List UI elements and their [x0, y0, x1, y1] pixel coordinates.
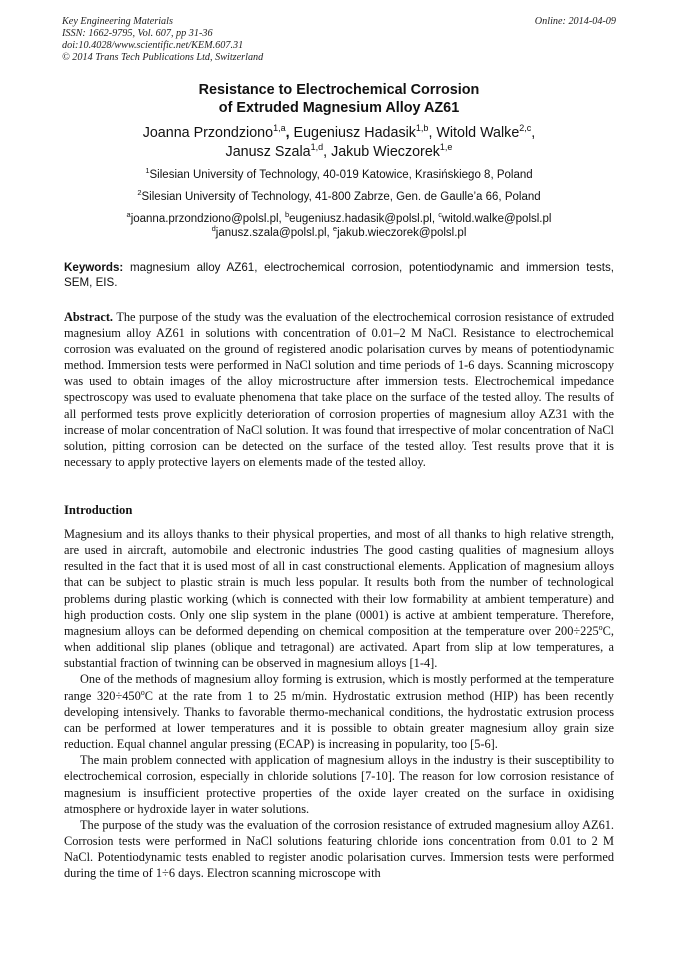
author-name: Janusz Szala: [225, 144, 311, 160]
affiliation-1: [0, 168, 678, 182]
author-sup: 1,d: [310, 142, 324, 152]
email-sup: b: [284, 210, 290, 219]
email-link[interactable]: eugeniusz.hadasik@polsl.pl,: [289, 213, 439, 225]
keywords-text: magnesium alloy AZ61, electrochemical corrosion, potentiodynamic and immersion tests, SEM, EIS.: [64, 261, 614, 289]
email-link[interactable]: joanna.przondziono@polsl.pl,: [130, 213, 285, 225]
copyright-line: © 2014 Trans Tech Publications Ltd, Switzerland: [62, 52, 264, 63]
abstract-section: [64, 309, 614, 470]
author-sup: 1,e: [439, 142, 453, 152]
email-sup: a: [126, 210, 131, 219]
paragraph-text: C at the rate from 1 to 25 m/min. Hydrostatic extrusion method (HIP) has been recently developing intensively. Thanks to favorable thermo-mechanical conditions, the hydrostatic extrusion process can be performed at lower temperatures and it is possible to obtain greater magnesium alloy grain size reduction. Equal channel angular pressing (ECAP) is increasing in popularity, too [5-6].: [64, 688, 614, 752]
introduction-body: [64, 526, 614, 881]
affiliation-2: [0, 190, 678, 204]
paragraph: The purpose of the study was the evaluation of the corrosion resistance of extruded magnesium alloy AZ61. Corrosion tests were performed in NaCl solutions featuring chloride ions concentration from 0.01 to 2 M NaCl. Potentiodynamic tests enabled to register anodic polarisation curves. Immersion tests were performed during the time of 1÷6 days. Electron scanning microscope with: [64, 817, 614, 881]
author-name: Joanna Przondziono: [142, 125, 274, 141]
paragraph-text: One of the methods of magnesium alloy forming is extrusion, which is mostly performed at the temperature range 320÷450: [64, 672, 614, 703]
email-line-2: [0, 226, 678, 240]
issn-line: ISSN: 1662-9795, Vol. 607, pp 31-36: [62, 28, 213, 39]
author-name: Witold Walke: [436, 125, 520, 141]
paragraph: [64, 526, 614, 671]
keywords-section: [64, 261, 614, 290]
author-sup: 2,c: [519, 123, 532, 133]
doi-line[interactable]: doi:10.4028/www.scientific.net/KEM.607.31: [62, 40, 244, 51]
paragraph: [64, 671, 614, 752]
email-sup: e: [332, 224, 338, 233]
section-heading: Introduction: [64, 503, 133, 517]
abstract-label: Abstract.: [64, 310, 114, 324]
paragraph-text: C, when additional slip planes (oblique and tetragonal) are activated. Apart from slip at low temperatures, a substantial fraction of twinning can be observed in magnesium alloys [1-4].: [64, 623, 614, 671]
author-name: Eugeniusz Hadasik: [293, 125, 416, 141]
degree-sup: o: [598, 622, 603, 632]
author-sup: 1,b: [415, 123, 429, 133]
email-sup: d: [211, 224, 216, 233]
abstract-text: The purpose of the study was the evaluation of the electrochemical corrosion resistance of extruded magnesium alloy AZ61 in solutions with concentration of 0.01–2 M NaCl. Resistance to electrochemical corrosion was evaluated on the ground of registered anodic polarisation curves by means of potentiodynamic method. Immersion tests were performed in NaCl solution and time periods of 1-6 days. Scanning microscopy was used to obtain images of the alloy microstructure after immersion tests. Electrochemical impedance spectroscopy was used to evaluate phenomena that take place on the surface of the tested alloy. The results of all performed tests prove explicitly deterioration of corrosion properties of magnesium alloy AZ31 with the increase of molar concentration of NaCl solution. It was found that irrespective of molar concentration of NaCl solution, pitting corrosion can be detected on the surface of the tested alloy. Test results prove that it is necessary to apply protective layers on elements made of the tested alloy.: [64, 310, 614, 469]
affiliation-text: Silesian University of Technology, 40-019 Katowice, Krasińskiego 8, Poland: [149, 169, 533, 181]
title-line-2: of Extruded Magnesium Alloy AZ61: [218, 99, 460, 116]
affiliation-text: Silesian University of Technology, 41-800 Zabrze, Gen. de Gaulle’a 66, Poland: [141, 191, 541, 203]
email-link[interactable]: witold.walke@polsl.pl: [441, 213, 552, 225]
keywords-label: Keywords:: [64, 261, 124, 274]
author-list: [0, 124, 678, 162]
author-line-1: Joanna Przondziono$^{1,a}$, Eugeniusz Hadasik$^{1,b}$, Witold Walke$^{2,c}$,: [142, 123, 536, 141]
author-name: Jakub Wieczorek: [331, 144, 440, 160]
online-date: Online: 2014-04-09: [534, 16, 616, 27]
paragraph-text: Magnesium and its alloys thanks to their physical properties, and most of all thanks to high relative strength, are used in aircraft, automobile and electronic industries The good casting qualities of magnesium alloys resulted in the fact that it is used most of all in cast constructional elements. Application of magnesium alloys that can be subject to plastic strain is much less popular. It results both from the number of technological problems during plastic working (which is connected with their low formability at ambient temperature) and high production costs. Only one slip system in the plane (0001) is active at ambient temperature. Therefore, magnesium alloys can be deformed depending on chemical composition at the temperature over 200÷225: [64, 527, 614, 638]
journal-name: Key Engineering Materials: [62, 16, 173, 27]
title-line-1: Resistance to Electrochemical Corrosion: [198, 82, 480, 98]
degree-sup: o: [140, 687, 145, 697]
email-list: [0, 212, 678, 240]
paragraph: The main problem connected with application of magnesium alloys in the industry is their susceptibility to electrochemical corrosion, especially in chloride solutions [7-10]. The reason for low corrosion resistance of magnesium is insufficient protective properties of the oxide layer created on the surface in oxidising atmosphere or hydroxide layer in water solutions.: [64, 753, 614, 816]
paper-title: [0, 82, 678, 117]
author-line-2: Janusz Szala$^{1,d}$, Jakub Wieczorek$^{1,e}$: [225, 142, 453, 160]
email-link[interactable]: jakub.wieczorek@polsl.pl: [337, 227, 467, 239]
email-sup: c: [438, 210, 442, 219]
email-line-1: [0, 212, 678, 226]
affiliation-sup: 2: [137, 188, 142, 197]
author-sup: 1,a: [273, 123, 286, 133]
affiliation-sup: 1: [145, 166, 150, 175]
email-link[interactable]: janusz.szala@polsl.pl,: [215, 227, 333, 239]
journal-header: [62, 16, 263, 64]
